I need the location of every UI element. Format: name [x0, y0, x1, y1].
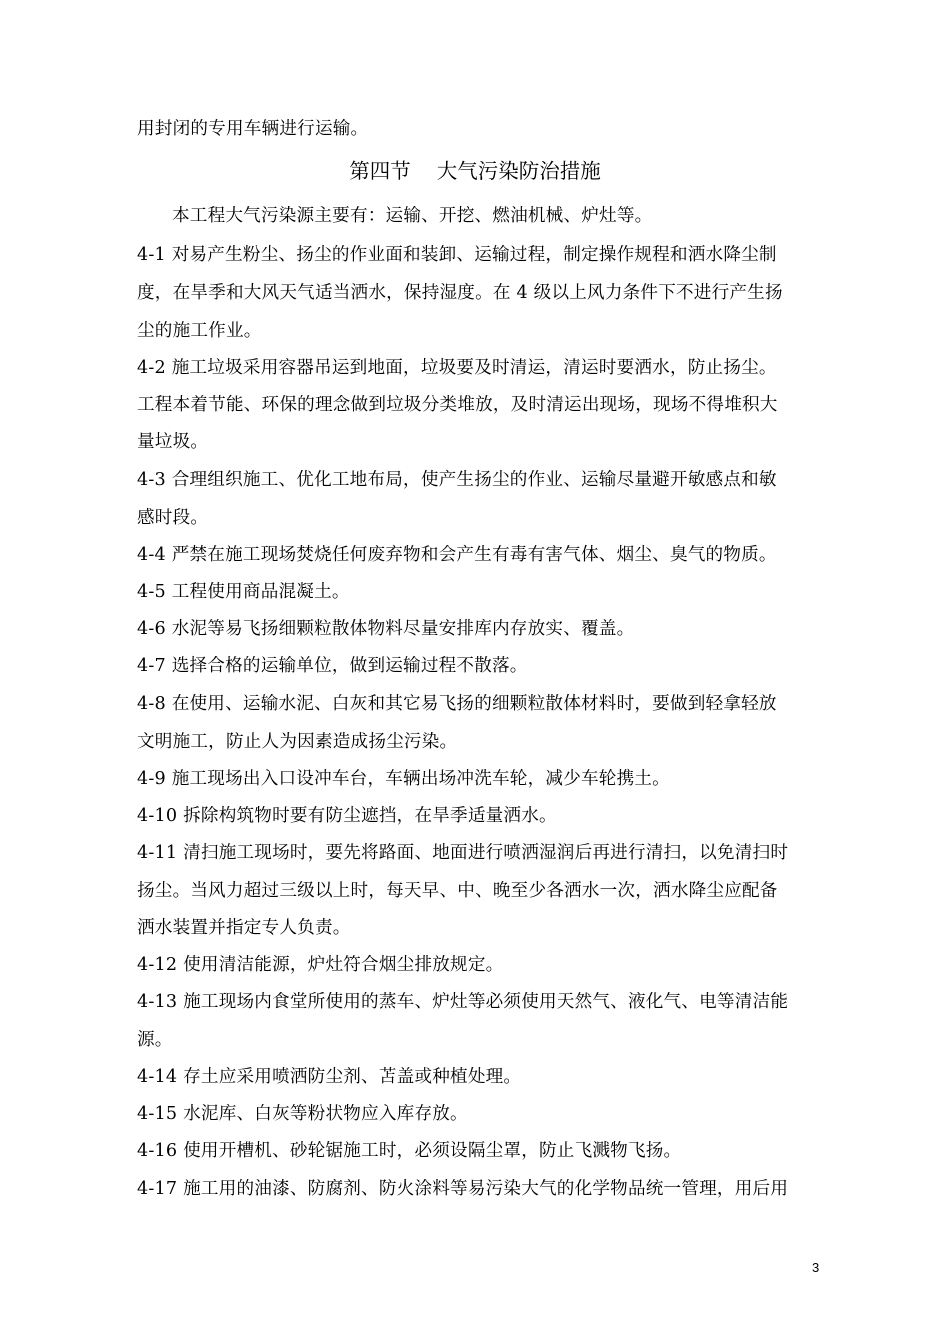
page-number: 3	[812, 1260, 820, 1275]
item-4-8-line-2: 文明施工，防止人为因素造成扬尘污染。	[137, 732, 458, 752]
item-4-1-line-1: 4-1 对易产生粉尘、扬尘的作业面和装卸、运输过程，制定操作规程和洒水降尘制	[137, 245, 777, 265]
item-4-6: 4-6 水泥等易飞扬细颗粒散体物料尽量安排库内存放实、覆盖。	[137, 619, 635, 639]
item-4-4: 4-4 严禁在施工现场焚烧任何废弃物和会产生有毒有害气体、烟尘、臭气的物质。	[137, 545, 777, 565]
item-4-11-line-1: 4-11 清扫施工现场时，要先将路面、地面进行喷洒湿润后再进行清扫，以免清扫时	[137, 843, 789, 863]
text-line-continuation: 用封闭的专用车辆进行运输。	[137, 119, 369, 139]
item-4-10: 4-10 拆除构筑物时要有防尘遮挡，在旱季适量洒水。	[137, 806, 557, 826]
item-4-9: 4-9 施工现场出入口设冲车台，车辆出场冲洗车轮，减少车轮携土。	[137, 769, 670, 789]
item-4-13-line-2: 源。	[137, 1030, 173, 1050]
item-4-14: 4-14 存土应采用喷洒防尘剂、苫盖或种植处理。	[137, 1067, 522, 1087]
intro-paragraph: 本工程大气污染源主要有：运输、开挖、燃油机械、炉灶等。	[172, 206, 653, 226]
item-4-2-line-2: 工程本着节能、环保的理念做到垃圾分类堆放，及时清运出现场，现场不得堆积大	[137, 395, 778, 415]
item-4-8-line-1: 4-8 在使用、运输水泥、白灰和其它易飞扬的细颗粒散体材料时，要做到轻拿轻放	[137, 694, 777, 714]
item-4-3-line-1: 4-3 合理组织施工、优化工地布局，使产生扬尘的作业、运输尽量避开敏感点和敏	[137, 470, 777, 490]
item-4-15: 4-15 水泥库、白灰等粉状物应入库存放。	[137, 1104, 468, 1124]
item-4-1-line-3: 尘的施工作业。	[137, 321, 262, 341]
item-4-1-line-2: 度，在旱季和大风天气适当洒水，保持湿度。在 4 级以上风力条件下不进行产生扬	[137, 283, 783, 303]
item-4-3-line-2: 感时段。	[137, 508, 209, 528]
item-4-5: 4-5 工程使用商品混凝土。	[137, 582, 350, 602]
item-4-2-line-1: 4-2 施工垃圾采用容器吊运到地面，垃圾要及时清运，清运时要洒水，防止扬尘。	[137, 358, 777, 378]
item-4-16: 4-16 使用开槽机、砂轮锯施工时，必须设隔尘罩，防止飞溅物飞扬。	[137, 1141, 682, 1161]
item-4-17-line-1: 4-17 施工用的油漆、防腐剂、防火涂料等易污染大气的化学物品统一管理，用后用	[137, 1179, 789, 1199]
item-4-12: 4-12 使用清洁能源，炉灶符合烟尘排放规定。	[137, 955, 504, 975]
item-4-7: 4-7 选择合格的运输单位，做到运输过程不散落。	[137, 656, 528, 676]
item-4-13-line-1: 4-13 施工现场内食堂所使用的蒸车、炉灶等必须使用天然气、液化气、电等清洁能	[137, 992, 789, 1012]
item-4-2-line-3: 量垃圾。	[137, 432, 209, 452]
item-4-11-line-2: 扬尘。当风力超过三级以上时，每天早、中、晚至少各洒水一次，洒水降尘应配备	[137, 881, 778, 901]
item-4-11-line-3: 洒水装置并指定专人负责。	[137, 918, 351, 938]
section-heading: 第四节 大气污染防治措施	[349, 159, 601, 183]
